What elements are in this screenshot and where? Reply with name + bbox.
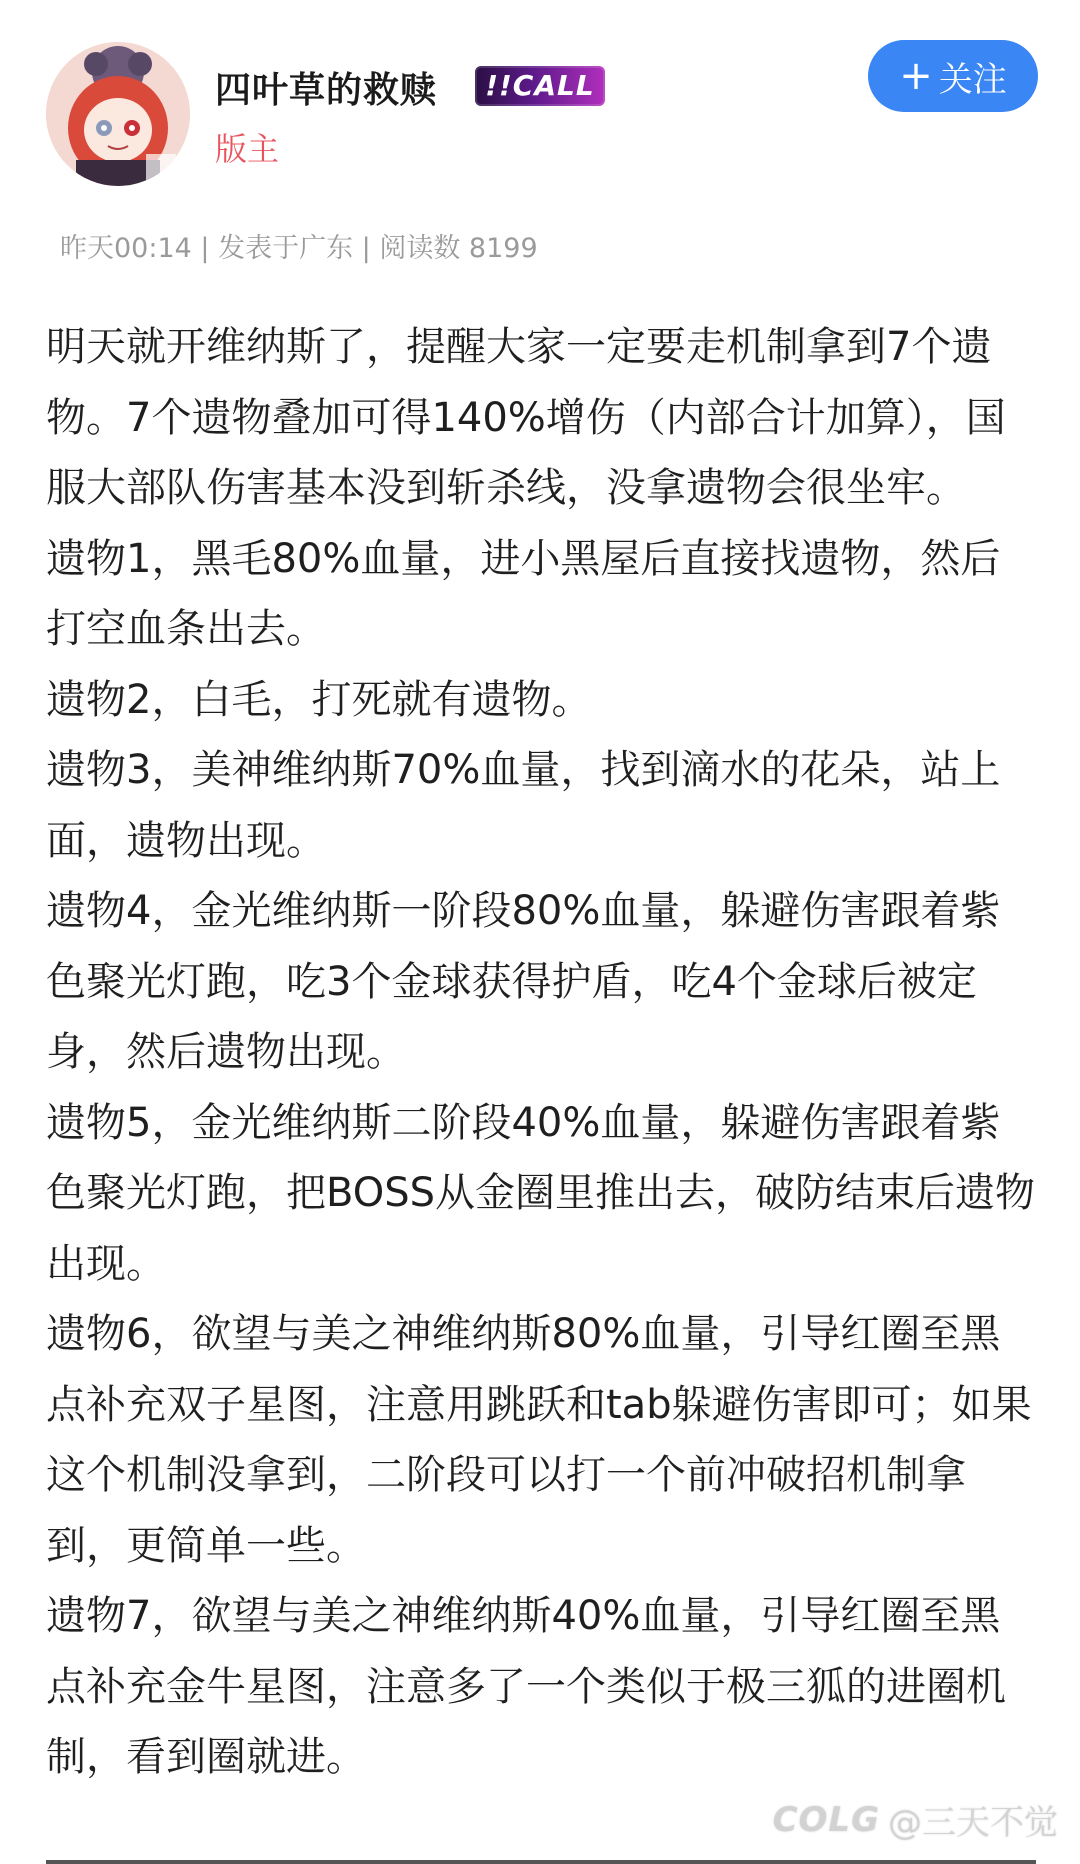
username[interactable]: 四叶草的救赎 — [215, 70, 438, 111]
paragraph: 遗物3，美神维纳斯70%血量，找到滴水的花朵，站上面，遗物出现。 — [46, 747, 1001, 864]
watermark — [773, 1795, 1058, 1844]
watermark-logo: COLG — [772, 1799, 880, 1840]
avatar[interactable] — [46, 42, 190, 186]
watermark-author: @三天不觉 — [888, 1803, 1058, 1843]
user-role: 版主 — [215, 130, 280, 168]
paragraph: 遗物1，黑毛80%血量，进小黑屋后直接找遗物，然后打空血条出去。 — [46, 535, 1001, 652]
follow-label: 关注 — [938, 59, 1007, 100]
paragraph: 遗物2，白毛，打死就有遗物。 — [46, 676, 592, 723]
user-badge: !!CALL — [475, 66, 605, 106]
divider — [46, 1860, 1036, 1864]
paragraph: 遗物4，金光维纳斯一阶段80%血量，躲避伤害跟着紫色聚光灯跑，吃3个金球获得护盾，吃4个金球后被定身，然后遗物出现。 — [46, 888, 1001, 1075]
paragraph: 明天就开维纳斯了，提醒大家一定要走机制拿到7个遗物。7个遗物叠加可得140%增伤（内部合计加算），国服大部队伤害基本没到斩杀线，没拿遗物会很坐牢。 — [46, 324, 1006, 511]
paragraph: 遗物6，欲望与美之神维纳斯80%血量，引导红圈至黑点补充双子星图，注意用跳跃和tab躲避伤害即可；如果这个机制没拿到，二阶段可以打一个前冲破招机制拿到，更简单一些。 — [46, 1311, 1032, 1569]
paragraph: 遗物7，欲望与美之神维纳斯40%血量，引导红圈至黑点补充金牛星图，注意多了一个类似于极三狐的进圈机制，看到圈就进。 — [46, 1593, 1006, 1780]
post-header — [0, 0, 1080, 264]
avatar-image-icon — [46, 42, 190, 186]
post-content — [46, 312, 1036, 1793]
follow-button[interactable] — [868, 40, 1038, 112]
paragraph: 遗物5，金光维纳斯二阶段40%血量，躲避伤害跟着紫色聚光灯跑，把BOSS从金圈里推出去，破防结束后遗物出现。 — [46, 1099, 1036, 1287]
post-meta: 昨天00:14 | 发表于广东 | 阅读数 8199 — [60, 233, 538, 264]
plus-icon: + — [899, 53, 933, 99]
